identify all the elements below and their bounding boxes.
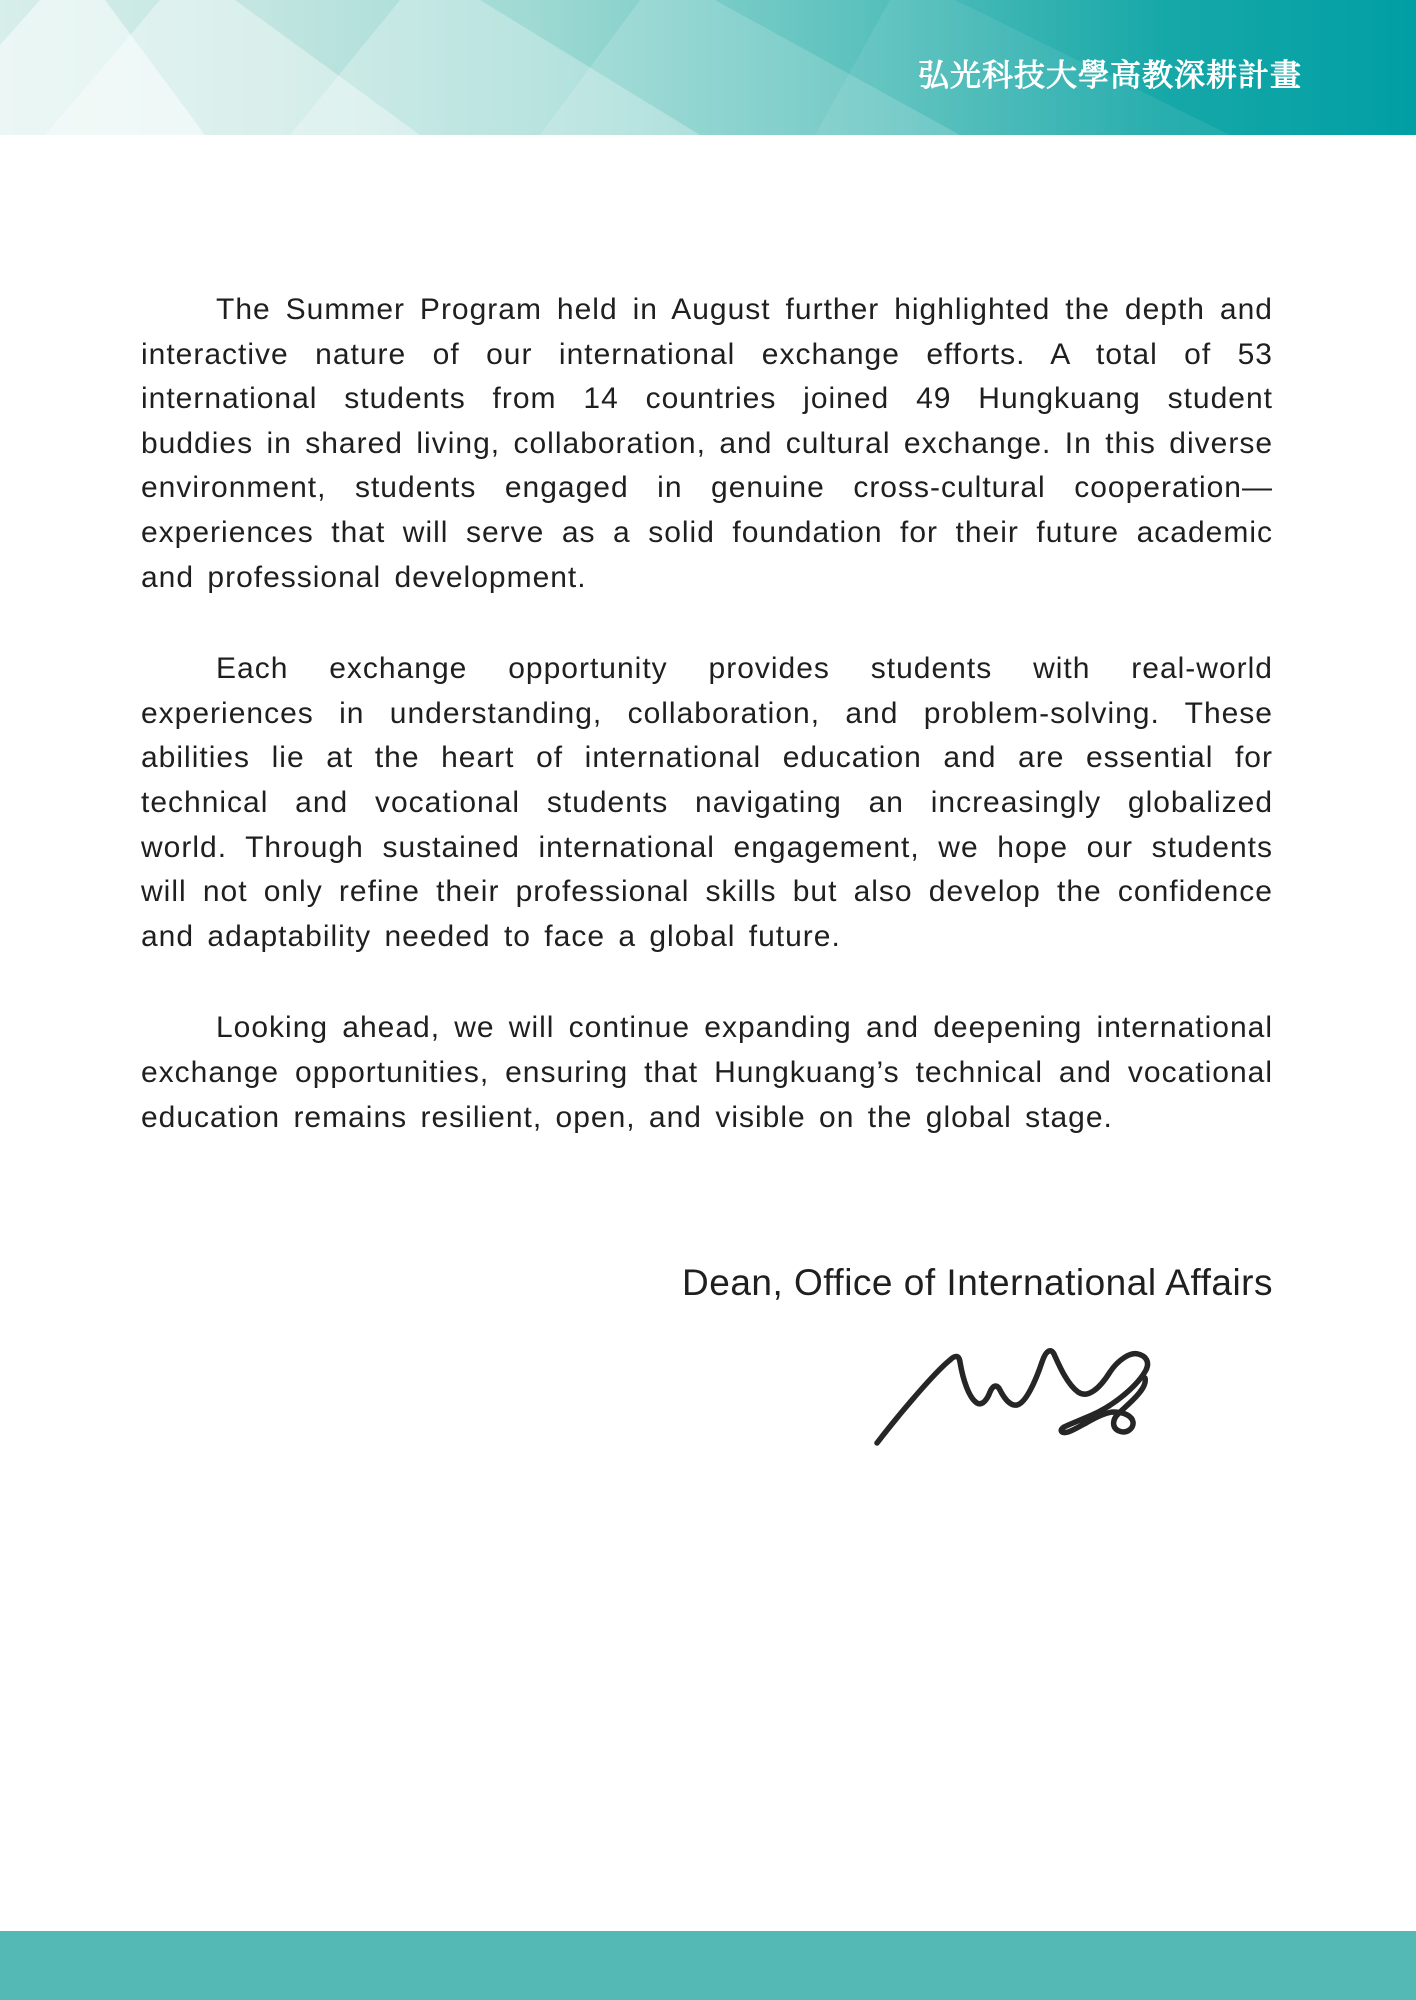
- header-title: 弘光科技大學高教深耕計畫: [918, 58, 1302, 93]
- page-footer: [0, 1931, 1416, 2000]
- signature-block: [141, 1310, 1273, 1470]
- page-header: [0, 0, 1416, 135]
- letter-body: [141, 288, 1273, 1470]
- paragraph-summer-program: The Summer Program held in August further highlighted the depth and interactive nature of our international exchange efforts. A total of 53 international students from 14 countries joined 49 Hungkuang student buddies in shared living, collaboration, and cultural exchange. In this diverse environment, students engaged in genuine cross-cultural cooperation—experiences that will serve as a solid foundation for their future academic and professional development.: [141, 293, 1273, 594]
- signature-image: [840, 1310, 1170, 1460]
- paragraph-looking-ahead: Looking ahead, we will continue expanding and deepening international exchange opportunities, ensuring that Hungkuang’s technical and vocational education remains resilient, open, and visible on the global stage.: [141, 1011, 1273, 1134]
- paragraph-exchange-opportunity: Each exchange opportunity provides students with real-world experiences in understanding, collaboration, and problem-solving. These abilities lie at the heart of international education and are essential for technical and vocational students navigating an increasingly globalized world. Through sustained international engagement, we hope our students will not only refine their professional skills but also develop the confidence and adaptability needed to face a global future.: [141, 652, 1273, 953]
- signoff-title: Dean, Office of International Affairs: [682, 1262, 1273, 1304]
